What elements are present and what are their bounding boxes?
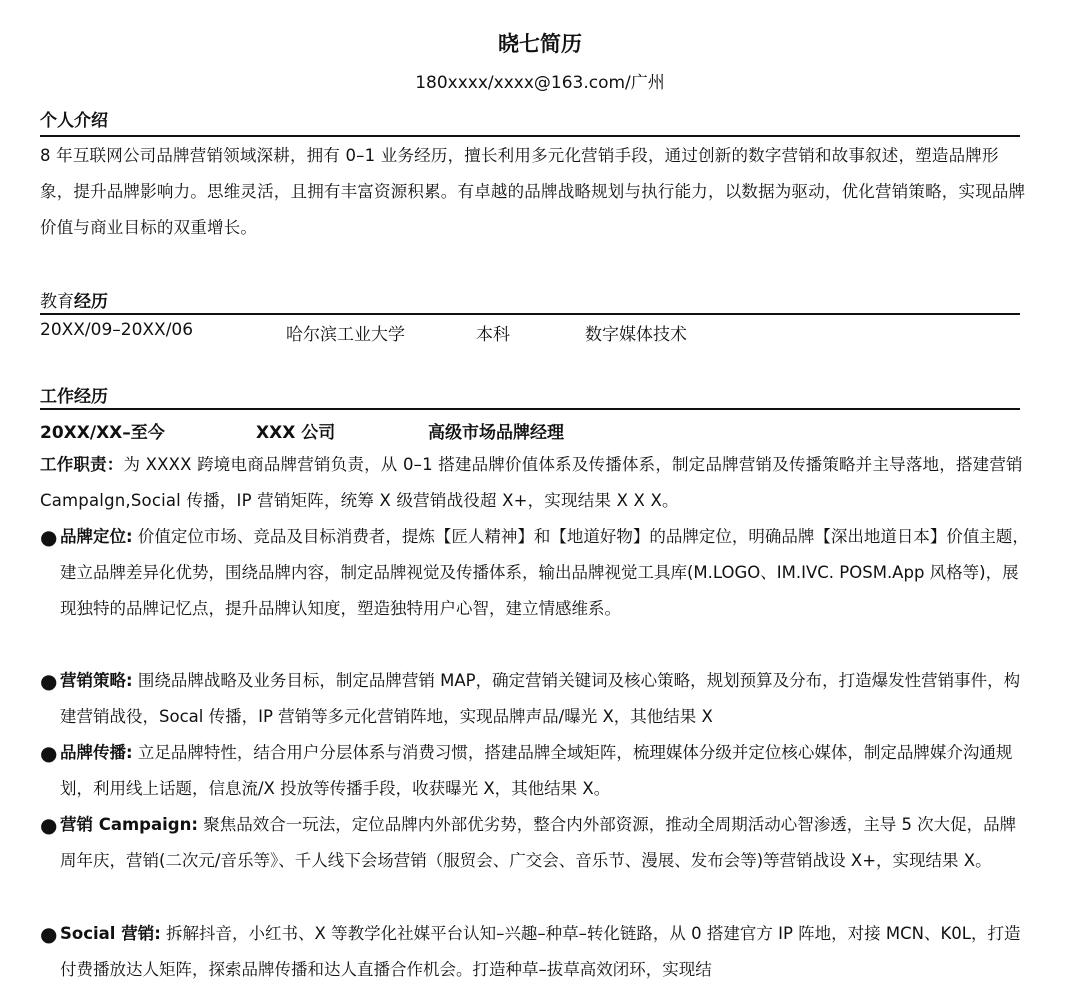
bullet-item: [40, 735, 1030, 807]
bullet-item: [40, 916, 1030, 988]
bullet-text: 聚焦品效合一玩法，定位品牌内外部优劣势，整合内外部资源，推动全周期活动心智渗透，主导 5 次大促，品牌周年庆，营销(二次元/音乐等》、千人线下会场营销（服贸会、广交会、音乐节、漫展、发布会等)等营销战设 X+，实现结果 X。: [60, 815, 1017, 870]
bullet-item: [40, 663, 1030, 735]
job-company: XXX 公司: [256, 423, 336, 443]
bullet-text: 价值定位市场、竞品及目标消费者，提炼【匠人精神】和【地道好物】的品牌定位，明确品牌【深出地道日本】价值主题，建立品牌差异化优势，围绕品牌内容，制定品牌视觉及传播体系，输出品牌视觉工具库(M.LOGO、IM.IVC. POSM.App 风格等)，展现独特的品牌记忆点，提升品牌认知度，塑造独特用户心智，建立情感维系。: [60, 527, 1029, 618]
bullet-text: 拆解抖音，小红书、X 等教学化社媒平台认知–兴趣–种草–转化链路，从 0 搭建官方 IP 阵地，对接 MCN、K0L，打造付费播放达人矩阵，探索品牌传播和达人直播合作机会。打造种草–拔草高效闭环，实现结: [60, 924, 1021, 979]
education-title-bold: 经历: [74, 292, 108, 312]
bullet-item: [40, 807, 1030, 879]
intro-divider: [40, 135, 1020, 137]
intro-text: 8 年互联网公司品牌营销领域深耕，拥有 0–1 业务经历，擅长利用多元化营销手段，通过创新的数字营销和故事叙述，塑造品牌形象，提升品牌影响力。思维灵活，且拥有丰富资源积累。有卓越的品牌战略规划与执行能力，以数据为驱动，优化营销策略，实现品牌价值与商业目标的双重增长。: [40, 146, 1026, 237]
education-major: 数字媒体技术: [585, 325, 687, 345]
bullet-dot-icon: ●: [40, 669, 58, 693]
bullet-dot-icon: ●: [40, 922, 58, 946]
bullet-dot-icon: ●: [40, 525, 58, 549]
work-divider: [40, 408, 1020, 410]
intro-section-title: 个人介绍: [40, 111, 108, 131]
contact-info: 180xxxx/xxxx@163.com/广州: [415, 73, 665, 93]
job-duty-label: 工作职责：: [40, 455, 124, 474]
education-divider: [40, 313, 1020, 315]
work-section-title: 工作经历: [40, 387, 108, 407]
education-period: 20XX/09–20XX/06: [40, 320, 194, 340]
bullet-dot-icon: ●: [40, 741, 58, 765]
job-duty-text: 为 XXXX 跨境电商品牌营销负责，从 0–1 搭建品牌价值体系及传播体系，制定品牌营销及传播策略并主导落地，搭建营销 Campalgn,Social 传播，IP 营销矩阵，统筹 X 级营销战役超 X+，实现结果 X X X。: [40, 455, 1023, 510]
job-period: 20XX/XX–至今: [40, 423, 165, 443]
bullet-text: 围绕品牌战略及业务目标，制定品牌营销 MAP，确定营销关键词及核心策略，规划预算及分布，打造爆发性营销事件，构建营销战役，Socal 传播，IP 营销等多元化营销阵地，实现品牌声品/曝光 X，其他结果 X: [60, 671, 1021, 726]
education-section-title: [40, 287, 108, 312]
education-degree: 本科: [476, 325, 510, 345]
education-title-light: 教育: [40, 292, 74, 312]
bullet-label: 营销 Campaign:: [60, 815, 198, 834]
bullet-item: [40, 519, 1030, 627]
resume-name: 晓七简历: [498, 32, 582, 56]
bullet-dot-icon: ●: [40, 813, 58, 837]
job-position: 高级市场品牌经理: [428, 423, 564, 443]
bullet-label: 品牌传播:: [60, 743, 133, 762]
bullet-text: 立足品牌特性，结合用户分层体系与消费习惯，搭建品牌全域矩阵，梳理媒体分级并定位核心媒体，制定品牌媒介沟通规划，利用线上话题，信息流/X 投放等传播手段，收获曝光 X，其他结果 X。: [60, 743, 1013, 798]
bullet-label: 营销策略:: [60, 671, 133, 690]
education-school: 哈尔滨工业大学: [286, 325, 405, 345]
job-duty: [40, 447, 1030, 519]
bullet-label: 品牌定位:: [60, 527, 133, 546]
bullet-label: Social 营销:: [60, 924, 161, 943]
